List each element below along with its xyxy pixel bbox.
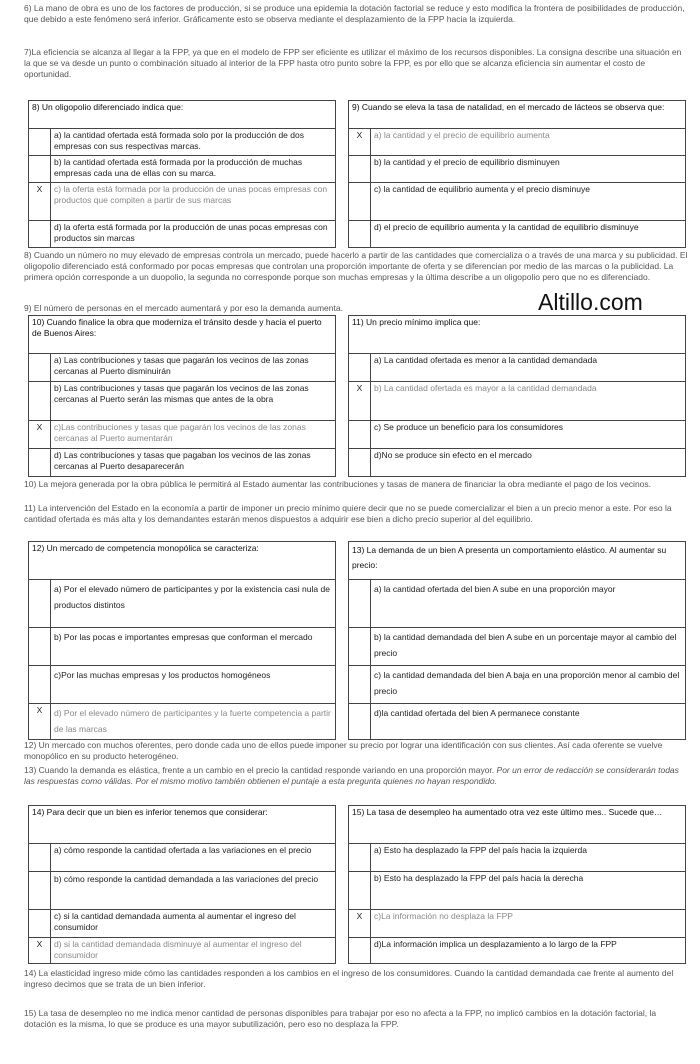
q8-option-c: c) la oferta está formada por la producción de unas pocas empresas con productos que compiten a partir de sus marcas <box>51 183 336 221</box>
q15-c-mark: X <box>349 910 371 938</box>
q9-d-mark <box>349 221 371 248</box>
question-15-table <box>348 805 686 964</box>
q13-option-b: b) la cantidad demandada del bien A sube en un porcentaje mayor al cambio del precio <box>371 628 686 666</box>
explanation-12: 12) Un mercado con muchos oferentes, pero donde cada uno de ellos puede imponer su precio por lograr una identificación con sus clientes. Así cada oferente se vuelve monopólico en su producto heterogéneo. <box>24 740 663 762</box>
question-14-title: 14) Para decir que un bien es inferior tenemos que considerar: <box>29 806 336 844</box>
q13-c-mark <box>349 666 371 704</box>
q9-option-c: c) la cantidad de equilibrio aumenta y el precio disminuye <box>371 183 686 221</box>
q15-a-mark <box>349 844 371 872</box>
q9-option-b: b) la cantidad y el precio de equilibrio disminuyen <box>371 156 686 183</box>
q13-b-mark <box>349 628 371 666</box>
question-12-table <box>28 541 336 740</box>
q14-option-a: a) cómo responde la cantidad ofertada a las variaciones en el precio <box>51 844 336 872</box>
q15-option-d: d)La información implica un desplazamiento a lo largo de la FPP <box>371 938 686 964</box>
q11-option-a: a) La cantidad ofertada es menor a la cantidad demandada <box>371 354 686 382</box>
q12-option-c: c)Por las muchas empresas y los productos homogéneos <box>51 666 336 704</box>
question-15-title: 15) La tasa de desempleo ha aumentado otra vez este último mes.. Sucede que… <box>349 806 686 844</box>
question-11-title: 11) Un precio mínimo implica que: <box>349 316 686 354</box>
q12-a-mark <box>29 580 51 628</box>
q11-b-mark: X <box>349 382 371 421</box>
q11-option-d: d)No se produce sin efecto en el mercado <box>371 449 686 477</box>
q10-a-mark <box>29 354 51 382</box>
q8-d-mark <box>29 221 51 248</box>
question-11-table <box>348 315 686 477</box>
q12-option-a: a) Por el elevado número de participantes y por la existencia casi nula de productos distintos <box>51 580 336 628</box>
q12-c-mark <box>29 666 51 704</box>
explanation-10: 10) La mejora generada por la obra pública le permitirá al Estado aumentar las contribuciones y tasas de manera de financiar la obra mediante el pago de los vecinos. <box>24 479 652 489</box>
q13-a-mark <box>349 580 371 628</box>
explanation-13-main: 13) Cuando la demanda es elástica, frente a un cambio en el precio la cantidad responde variando en una proporción mayor. <box>24 765 497 775</box>
explanation-9: 9) El número de personas en el mercado aumentará y por eso la demanda aumenta. <box>24 303 343 313</box>
q8-option-b: b) la cantidad ofertada está formada por la producción de muchas empresas cada una de ellas con su marca. <box>51 156 336 183</box>
q9-option-a: a) la cantidad y el precio de equilibrio aumenta <box>371 129 686 156</box>
q12-option-b: b) Por las pocas e importantes empresas que conforman el mercado <box>51 628 336 666</box>
question-8-table <box>28 100 336 248</box>
question-9-title: 9) Cuando se eleva la tasa de natalidad, en el mercado de lácteos se observa que: <box>349 101 686 129</box>
q12-d-mark: X <box>29 704 51 740</box>
question-13-table <box>348 541 686 740</box>
q10-c-mark: X <box>29 421 51 449</box>
explanation-8: 8) Cuando un número no muy elevado de empresas controla un mercado, puede hacerlo a partir de las cantidades que comercializa o a través de una marca y su publicidad. El oligopolio diferenciado está conformado por pocas empresas que controlan una proporción importante de oferta y se diferencian por medio de las marcas o la publicidad. La primera opción corresponde a un duopolio, la segunda no corresponde porque son muchas empresas y la última describe a un oligopolio pero que no es diferenciado. <box>24 250 688 283</box>
q10-b-mark <box>29 382 51 421</box>
q15-option-a: a) Esto ha desplazado la FPP del país hacia la izquierda <box>371 844 686 872</box>
q14-option-b: b) cómo responde la cantidad demandada a las variaciones del precio <box>51 872 336 910</box>
q11-option-b: b) La cantidad ofertada es mayor a la cantidad demandada <box>371 382 686 421</box>
q10-d-mark <box>29 449 51 477</box>
q15-b-mark <box>349 872 371 910</box>
q9-b-mark <box>349 156 371 183</box>
q8-option-a: a) la cantidad ofertada está formada solo por la producción de dos empresas con sus respectivas marcas. <box>51 129 336 156</box>
explanation-13-note: Por un error de redacción se considerarán todas las respuestas como válidas. Por el mismo motivo también obtienen el puntaje a esta pregunta quienes no hayan respondido. <box>24 765 679 787</box>
q10-option-c: c)Las contribuciones y tasas que pagarán los vecinos de las zonas cercanas al Puerto aumentarán <box>51 421 336 449</box>
q11-d-mark <box>349 449 371 477</box>
q15-d-mark <box>349 938 371 964</box>
q10-option-d: d) Las contribuciones y tasas que pagaban los vecinos de las zonas cercanas al Puerto desaparecerán <box>51 449 336 477</box>
q14-d-mark: X <box>29 938 51 964</box>
explanation-14: 14) La elasticidad ingreso mide cómo las cantidades responden a los cambios en el ingreso de los consumidores. Cuando la cantidad demandada cae frente al aumento del ingreso decimos que se trata de un bien inferior. <box>24 968 674 990</box>
question-14-table <box>28 805 336 964</box>
q8-option-d: d) la oferta está formada por la producción de unas pocas empresas con productos sin marcas <box>51 221 336 248</box>
q13-option-a: a) la cantidad ofertada del bien A sube en una proporción mayor <box>371 580 686 628</box>
q11-c-mark <box>349 421 371 449</box>
q15-option-b: b) Esto ha desplazado la FPP del país hacia la derecha <box>371 872 686 910</box>
q12-b-mark <box>29 628 51 666</box>
q14-a-mark <box>29 844 51 872</box>
explanation-11: 11) La intervención del Estado en la economía a partir de imponer un precio mínimo quiere decir que no se puede comercializar el bien a un precio menor a este. Por eso la cantidad ofertada es más alta y los demandantes estarán menos dispuestos a adquirir ese bien a dicho precio superior al del equilibrio. <box>24 503 672 525</box>
question-12-title: 12) Un mercado de competencia monopólica se caracteriza: <box>29 542 336 580</box>
q8-a-mark <box>29 129 51 156</box>
question-13-title: 13) La demanda de un bien A presenta un comportamiento elástico. Al aumentar su precio: <box>349 542 686 580</box>
q8-b-mark <box>29 156 51 183</box>
q12-option-d: d) Por el elevado número de participantes y la fuerte competencia a partir de las marcas <box>51 704 336 740</box>
q14-option-d: d) si la cantidad demandada disminuye al aumentar el ingreso del consumidor <box>51 938 336 964</box>
q9-option-d: d) el precio de equilibrio aumenta y la cantidad de equilibrio disminuye <box>371 221 686 248</box>
q14-c-mark <box>29 910 51 938</box>
question-10-title: 10) Cuando finalice la obra que moderniza el tránsito desde y hacia el puerto de Buenos Aires: <box>29 316 336 354</box>
q13-d-mark <box>349 704 371 740</box>
q9-c-mark <box>349 183 371 221</box>
q14-option-c: c) si la cantidad demandada aumenta al aumentar el ingreso del consumidor <box>51 910 336 938</box>
explanation-15: 15) La tasa de desempleo no me indica menor cantidad de personas disponibles para trabajar por eso no afecta a la FPP, no implicó cambios en la dotación factorial, la dotación es la misma, lo que se produce es una mayor subutilización, pero eso no desplaza la FPP. <box>24 1008 657 1030</box>
q11-option-c: c) Se produce un beneficio para los consumidores <box>371 421 686 449</box>
question-9-table <box>348 100 686 248</box>
explanation-7: 7)La eficiencia se alcanza al llegar a la FPP, ya que en el modelo de FPP ser eficiente es utilizar el máximo de los recursos disponibles. La consigna describe una situación en la que se va desde un punto o combinación situado al interior de la FPP hasta otro punto sobre la FPP, es por ello que se alcanza eficiencia sin aumentar el costo de oportunidad. <box>24 47 682 80</box>
question-8-title: 8) Un oligopolio diferenciado indica que: <box>29 101 336 129</box>
q13-option-d: d)la cantidad ofertada del bien A permanece constante <box>371 704 686 740</box>
q8-c-mark: X <box>29 183 51 221</box>
explanation-13 <box>24 765 688 787</box>
q10-option-b: b) Las contribuciones y tasas que pagarán los vecinos de las zonas cercanas al Puerto serán las mismas que antes de la obra <box>51 382 336 421</box>
q13-option-c: c) la cantidad demandada del bien A baja en una proporción menor al cambio del precio <box>371 666 686 704</box>
q10-option-a: a) Las contribuciones y tasas que pagarán los vecinos de las zonas cercanas al Puerto disminuirán <box>51 354 336 382</box>
question-10-table <box>28 315 336 477</box>
q9-a-mark: X <box>349 129 371 156</box>
site-logo: Altillo.com <box>538 289 643 315</box>
explanation-6: 6) La mano de obra es uno de los factores de producción, si se produce una epidemia la dotación factorial se reduce y esto modifica la frontera de posibilidades de producción, que debido a este fenómeno será inferior. Gráficamente esto se observa mediante el desplazamiento de la FPP hacia la izquierda. <box>24 3 685 25</box>
q14-b-mark <box>29 872 51 910</box>
q11-a-mark <box>349 354 371 382</box>
q15-option-c: c)La información no desplaza la FPP <box>371 910 686 938</box>
